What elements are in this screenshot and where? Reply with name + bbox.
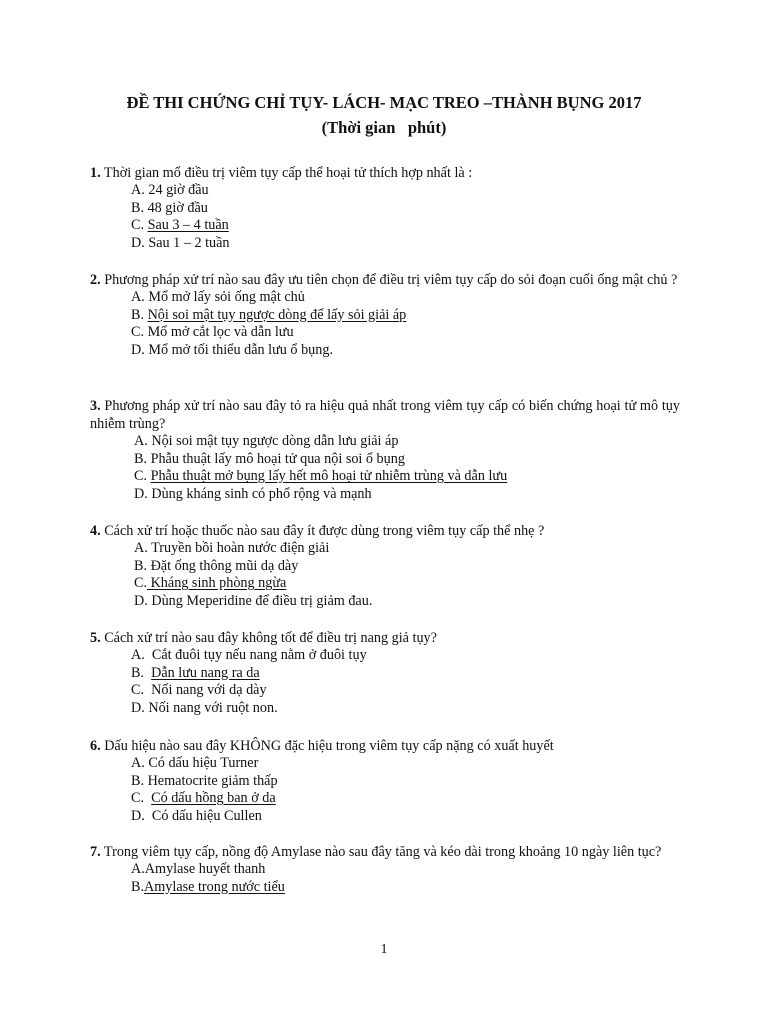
option-d: [131, 235, 680, 253]
option-b: [131, 307, 680, 325]
page-number: 1: [380, 942, 388, 957]
option-text: Nối nang với ruột non.: [148, 699, 278, 716]
question-2: [90, 271, 680, 359]
question-text: [90, 397, 680, 433]
option-prefix: B.: [131, 306, 148, 323]
question-number: 5.: [90, 630, 101, 646]
option-d: [131, 700, 680, 718]
option-text-answer: Dẫn lưu nang ra da: [151, 664, 260, 681]
option-text-answer: Amylase trong nước tiểu: [144, 878, 285, 895]
question-stem: Phương pháp xử trí nào sau đây ưu tiên chọn để điều trị viêm tụy cấp do sỏi đoạn cuối ống mật chủ ?: [100, 272, 678, 288]
option-prefix: B.: [131, 664, 152, 681]
option-prefix: A.: [131, 755, 149, 771]
option-prefix: D.: [131, 807, 152, 824]
option-a: [131, 755, 680, 773]
option-prefix: B.: [131, 878, 145, 895]
question-stem: Phương pháp xử trí nào sau đây tỏ ra hiệu quả nhất trong viêm tụy cấp có biến chứng hoại tử mô tụy nhiễm trùng?: [90, 398, 680, 432]
option-a: [134, 433, 680, 451]
option-prefix: D.: [131, 699, 149, 716]
option-b: [131, 200, 680, 218]
option-text: Phẫu thuật lấy mô hoại tử qua nội soi ổ bụng: [150, 450, 405, 467]
option-text: Hematocrite giảm thấp: [147, 772, 278, 789]
question-4: [90, 522, 680, 610]
option-text: Sau 1 – 2 tuần: [148, 234, 230, 251]
option-a: [131, 647, 680, 665]
option-c: [134, 468, 680, 486]
option-prefix: C.: [131, 217, 148, 233]
question-number: 3.: [90, 398, 101, 414]
option-text: Nội soi mật tụy ngược dòng dẫn lưu giải áp: [151, 433, 399, 449]
option-text: Có dấu hiệu Cullen: [151, 807, 262, 824]
option-c: [131, 790, 680, 808]
question-5: [90, 629, 680, 717]
option-prefix: D.: [131, 341, 149, 358]
option-text: Truyền bồi hoàn nước điện giải: [151, 540, 330, 556]
option-prefix: D.: [134, 485, 152, 502]
option-a: [134, 540, 680, 558]
option-prefix: A.: [134, 540, 152, 556]
option-d: [134, 593, 680, 611]
question-text: [90, 271, 680, 289]
option-c: [131, 682, 680, 700]
option-b: [131, 773, 680, 791]
question-number: 2.: [90, 272, 101, 288]
option-text-answer: Sau 3 – 4 tuần: [147, 217, 229, 233]
question-number: 1.: [90, 165, 101, 181]
option-a: [131, 289, 680, 307]
question-7: [90, 843, 680, 896]
option-prefix: B.: [131, 772, 148, 789]
question-number: 7.: [90, 844, 101, 860]
option-prefix: D.: [131, 234, 149, 251]
option-c: [131, 217, 680, 235]
option-d: [131, 342, 680, 360]
question-number: 6.: [90, 738, 101, 754]
option-b: [134, 451, 680, 469]
question-number: 4.: [90, 523, 101, 539]
question-1: [90, 164, 680, 252]
option-prefix: B.: [131, 199, 148, 216]
option-b: [131, 879, 680, 897]
option-text: Có dấu hiệu Turner: [148, 755, 259, 771]
option-b: [134, 558, 680, 576]
question-text: [90, 164, 680, 182]
question-stem: Cách xử trí hoặc thuốc nào sau đây ít được dùng trong viêm tụy cấp thể nhẹ ?: [100, 523, 545, 539]
question-text: [90, 522, 680, 540]
question-stem: Thời gian mổ điều trị viêm tụy cấp thể hoại tử thích hợp nhất là :: [100, 165, 473, 181]
option-text: Nối nang với dạ dày: [151, 682, 267, 698]
option-prefix: C.: [134, 468, 151, 484]
question-text: [90, 629, 680, 647]
option-text: Dùng kháng sinh có phổ rộng và mạnh: [151, 485, 372, 502]
question-stem: Trong viêm tụy cấp, nồng độ Amylase nào sau đây tăng và kéo dài trong khoảng 10 ngày liên tục?: [100, 844, 662, 860]
option-b: [131, 665, 680, 683]
exam-title: ĐỀ THI CHỨNG CHỈ TỤY- LÁCH- MẠC TREO –THÀNH BỤNG 2017: [126, 93, 642, 112]
option-a: [131, 861, 680, 879]
exam-subtitle: (Thời gian phút): [321, 118, 447, 137]
option-prefix: C.: [131, 790, 152, 806]
option-prefix: C.: [131, 682, 152, 698]
question-text: [90, 843, 680, 861]
option-text-answer: Có dấu hồng ban ở da: [151, 790, 276, 806]
question-3: [90, 397, 680, 503]
option-prefix: C.: [131, 324, 148, 340]
option-a: [131, 182, 680, 200]
option-text-answer: Kháng sinh phòng ngừa: [147, 575, 287, 591]
question-text: [90, 737, 680, 755]
option-prefix: A.: [131, 861, 145, 877]
option-text: Đặt ống thông mũi dạ dày: [150, 557, 299, 574]
option-prefix: C.: [134, 575, 148, 591]
option-d: [131, 808, 680, 826]
option-text: Cắt đuôi tụy nếu nang nằm ở đuôi tụy: [151, 647, 367, 663]
option-prefix: A.: [131, 647, 152, 663]
option-prefix: D.: [134, 592, 152, 609]
question-6: [90, 737, 680, 825]
option-c: [134, 575, 680, 593]
option-prefix: A.: [131, 182, 149, 198]
option-c: [131, 324, 680, 342]
option-text: Mổ mở lấy sỏi ống mật chủ: [148, 289, 305, 305]
question-stem: Dấu hiệu nào sau đây KHÔNG đặc hiệu trong viêm tụy cấp nặng có xuất huyết: [100, 738, 554, 754]
option-prefix: A.: [134, 433, 152, 449]
option-text: Mổ mở tối thiểu dẫn lưu ổ bụng.: [148, 341, 333, 358]
option-prefix: B.: [134, 557, 151, 574]
question-stem: Cách xử trí nào sau đây không tốt để điều trị nang giả tụy?: [100, 630, 437, 646]
option-text: 24 giờ đầu: [148, 182, 209, 198]
option-prefix: A.: [131, 289, 149, 305]
option-text-answer: Nội soi mật tụy ngược dòng để lấy sỏi giải áp: [147, 306, 407, 323]
option-text-answer: Phẫu thuật mở bụng lấy hết mô hoại tử nhiễm trùng và dẫn lưu: [150, 468, 508, 484]
option-text: Dùng Meperidine để điều trị giảm đau.: [151, 592, 373, 609]
option-text: 48 giờ đầu: [147, 199, 208, 216]
option-text: Amylase huyết thanh: [144, 861, 266, 877]
option-text: Mổ mở cắt lọc và dẫn lưu: [147, 324, 294, 340]
option-prefix: B.: [134, 450, 151, 467]
option-d: [134, 486, 680, 504]
